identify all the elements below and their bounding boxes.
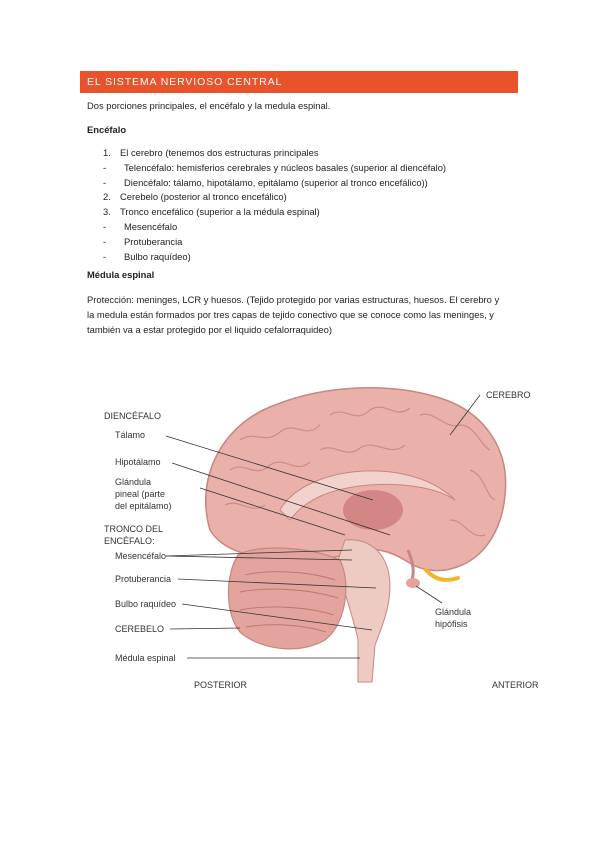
cerebellum-shape xyxy=(228,548,345,649)
list-text: Tronco encefálico (superior a la médula espinal) xyxy=(120,206,320,218)
paragraph-line: también va a estar protegido por el liquido cefalorraquideo) xyxy=(87,324,332,335)
brain-sagittal-illustration xyxy=(90,370,550,700)
list-marker: 3. xyxy=(103,206,111,218)
label-medula-espinal: Médula espinal xyxy=(115,653,176,663)
list-marker: 2. xyxy=(103,191,111,203)
thalamus-shape xyxy=(343,490,403,530)
list-text: Protuberancia xyxy=(124,235,183,247)
list-marker: - xyxy=(103,161,107,173)
label-mesencefalo: Mesencéfalo xyxy=(115,551,167,561)
brainstem-shape xyxy=(338,540,390,682)
label-hipofisis: Glándula xyxy=(435,607,472,617)
list-text: Bulbo raquídeo) xyxy=(124,250,191,262)
list-marker: - xyxy=(103,250,107,262)
medula-heading: Médula espinal xyxy=(87,269,155,280)
label-anterior: ANTERIOR xyxy=(492,680,539,690)
label-hipofisis: hipófisis xyxy=(435,619,468,629)
encefalo-heading: Encéfalo xyxy=(87,124,127,135)
medula-paragraph xyxy=(87,292,523,337)
label-hipotalamo: Hipotálamo xyxy=(115,457,161,467)
list-text: Mesencéfalo xyxy=(124,220,178,232)
label-tronco: TRONCO DEL xyxy=(104,524,164,534)
list-text: Diencéfalo: tálamo, hipotálamo, epitálamo (superior al tronco encefálico)) xyxy=(124,176,428,188)
paragraph-line: Protección: meninges, LCR y huesos. (Tejido protegido por varias estructuras, huesos. El cerebro y xyxy=(87,294,500,305)
paragraph-line: la medula están formados por tres capas de tejido conectivo que se conoce como las meninges, y xyxy=(87,309,494,320)
label-glandula-pineal: pineal (parte xyxy=(115,489,166,499)
list-marker: - xyxy=(103,235,107,247)
list-marker: - xyxy=(103,176,107,188)
label-cerebro: CEREBRO xyxy=(486,390,531,400)
label-posterior: POSTERIOR xyxy=(194,680,248,690)
label-protuberancia: Protuberancia xyxy=(115,574,172,584)
list-marker: 1. xyxy=(103,147,111,158)
list-text: Cerebelo (posterior al tronco encefálico) xyxy=(120,191,287,203)
label-glandula-pineal: del epitálamo) xyxy=(115,501,172,511)
label-diencefalo: DIENCÉFALO xyxy=(104,411,162,421)
section-title: EL SISTEMA NERVIOSO CENTRAL xyxy=(87,76,283,88)
label-talamo: Tálamo xyxy=(115,430,146,440)
label-cerebelo: CEREBELO xyxy=(115,624,165,634)
label-tronco: ENCÉFALO: xyxy=(104,536,155,546)
list-marker: - xyxy=(103,220,107,232)
label-bulbo: Bulbo raquídeo xyxy=(115,599,177,609)
label-glandula-pineal: Glándula xyxy=(115,477,152,487)
list-text: Telencéfalo: hemisferios cerebrales y núcleos basales (superior al diencéfalo) xyxy=(124,161,447,173)
pituitary-gland xyxy=(406,578,420,588)
intro-text: Dos porciones principales, el encéfalo y la medula espinal. xyxy=(87,100,331,111)
optic-highlight xyxy=(426,570,458,580)
list-text: El cerebro (tenemos dos estructuras principales xyxy=(120,147,319,158)
section-title-banner xyxy=(80,71,518,93)
